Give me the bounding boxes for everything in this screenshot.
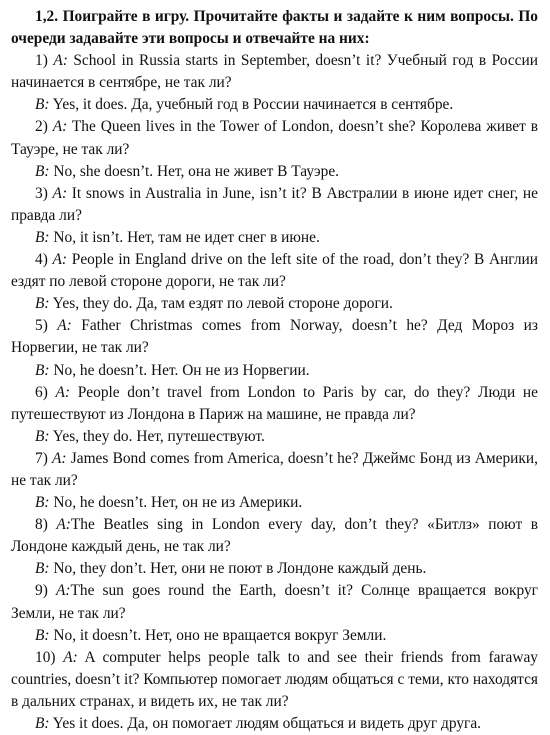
question-text: People in England drive on the left site of the road, don’t they? В Англии ездят по левой стороне дороги, не так ли?: [11, 251, 538, 291]
answer-line: [11, 293, 538, 315]
item-number: 1): [35, 52, 48, 70]
answer-text: Yes, they do. Нет, путешествуют.: [49, 427, 265, 445]
exercise-title: 1,2. Поиграйте в игру. Прочитайте факты и задайте к ним вопросы. По очереди задавайте эти вопросы и отвечайте на них:: [11, 8, 538, 48]
answer-line: [11, 94, 538, 116]
answer-line: [11, 625, 538, 647]
question-text: It snows in Australia in June, isn’t it? В Австралии в июне идет снег, не правда ли?: [11, 184, 538, 224]
speaker-a-label: A:: [52, 449, 67, 467]
answer-text: Yes, it does. Да, учебный год в России начинается в сентябре.: [49, 96, 454, 114]
answer-text: Yes it does. Да, он помогает людям общаться и видеть друг друга.: [49, 715, 482, 732]
qa-list: [11, 50, 538, 735]
speaker-b-label: B:: [35, 162, 50, 180]
answer-line: [11, 426, 538, 448]
item-number: 10): [35, 648, 56, 666]
space: [48, 384, 56, 401]
question-text: Father Christmas comes from Norway, doesn’t he? Дед Мороз из Норвегии, не так ли?: [11, 317, 538, 357]
answer-text: No, it isn’t. Нет, там не идет снег в июне.: [49, 228, 320, 246]
speaker-b-label: B:: [35, 96, 50, 114]
answer-line: [11, 360, 538, 382]
item-number: 5): [35, 317, 48, 335]
question-line: [11, 249, 538, 293]
item-number: 6): [35, 383, 48, 401]
question-text: People don’t travel from London to Paris by car, do they? Люди не путешествуют из Лондона в Париж на машине, не правда ли?: [11, 383, 538, 423]
item-number: 3): [35, 184, 48, 202]
question-text: School in Russia starts in September, doesn’t it? Учебный год в России начинается в сентябре, не так ли?: [11, 52, 538, 92]
question-text: James Bond comes from America, doesn’t he? Джеймс Бонд из Америки, не так ли?: [11, 449, 538, 489]
item-number: 8): [35, 516, 48, 534]
question-text: The sun goes round the Earth, doesn’t it? Солнце вращается вокруг Земли, не так ли?: [11, 582, 538, 622]
item-number: 7): [35, 449, 48, 467]
speaker-a-label: A:: [53, 52, 68, 70]
answer-line: [11, 492, 538, 514]
question-line: [11, 183, 538, 227]
speaker-b-label: B:: [35, 427, 50, 445]
speaker-a-label: A:: [56, 516, 71, 534]
speaker-b-label: B:: [35, 295, 50, 313]
speaker-a-label: A:: [63, 648, 78, 666]
item-number: 9): [35, 582, 48, 600]
question-line: [11, 448, 538, 492]
question-text: The Beatles sing in London every day, don’t they? «Битлз» поют в Лондоне каждый день, не так ли?: [11, 516, 538, 556]
question-line: [11, 647, 538, 713]
answer-line: [11, 558, 538, 580]
speaker-a-label: A:: [57, 317, 72, 335]
speaker-b-label: B:: [35, 560, 50, 578]
speaker-a-label: A:: [55, 582, 71, 600]
speaker-a-label: A:: [52, 118, 68, 136]
question-line: [11, 580, 538, 624]
item-number: 4): [35, 251, 48, 269]
answer-line: [11, 161, 538, 183]
speaker-b-label: B:: [35, 494, 50, 512]
space: [48, 317, 57, 334]
speaker-a-label: A:: [55, 383, 71, 401]
speaker-a-label: A:: [52, 251, 68, 269]
answer-text: No, she doesn’t. Нет, она не живет В Тауэре.: [49, 162, 340, 180]
answer-text: Yes, they do. Да, там ездят по левой стороне дороги.: [49, 295, 393, 313]
speaker-a-label: A:: [52, 184, 68, 202]
answer-text: No, he doesn’t. Нет. Он не из Норвегии.: [49, 361, 310, 379]
speaker-b-label: B:: [35, 228, 50, 246]
answer-text: No, they don’t. Нет, они не поют в Лондоне каждый день.: [49, 560, 427, 578]
speaker-b-label: B:: [35, 715, 50, 732]
space: [48, 582, 56, 599]
question-text: The Queen lives in the Tower of London, doesn’t she? Королева живет в Тауэре, не так ли?: [11, 118, 538, 158]
question-line: [11, 514, 538, 558]
question-text: A computer helps people talk to and see their friends from faraway countries, doesn’t it? Компьютер помогает людям общаться с теми, кто находятся в дальних странах, и видеть их, не так ли?: [11, 648, 538, 710]
question-line: [11, 116, 538, 160]
speaker-b-label: B:: [35, 361, 50, 379]
item-number: 2): [35, 118, 48, 136]
answer-line: [11, 227, 538, 249]
question-line: [11, 315, 538, 359]
speaker-b-label: B:: [35, 626, 50, 644]
answer-line: [11, 713, 538, 735]
answer-text: No, he doesn’t. Нет, он не из Америки.: [49, 494, 303, 512]
question-line: [11, 50, 538, 94]
question-line: [11, 382, 538, 426]
answer-text: No, it doesn’t. Нет, оно не вращается вокруг Земли.: [49, 626, 387, 644]
